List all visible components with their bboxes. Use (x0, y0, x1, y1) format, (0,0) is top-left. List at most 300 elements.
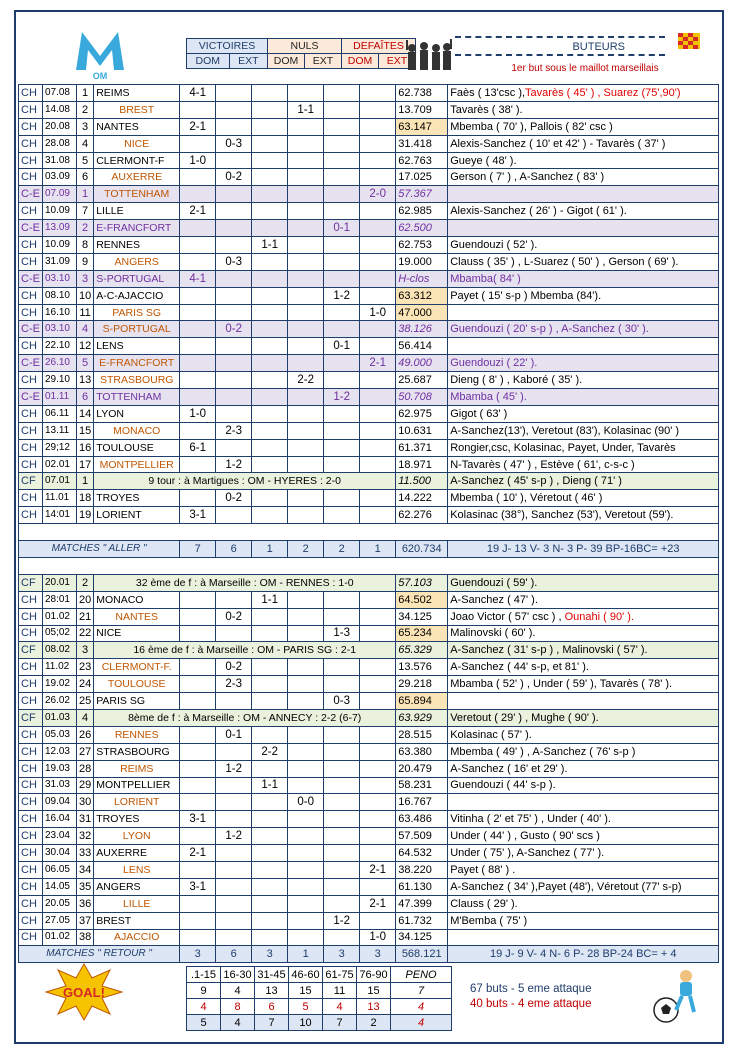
match-row (19, 828, 719, 845)
match-number: 4 (76, 709, 93, 726)
score-de (360, 321, 396, 338)
spectators: 20.479 (396, 760, 448, 777)
match-row (19, 693, 719, 710)
checkered-flag-icon (678, 33, 700, 49)
totals-summary: 19 J- 13 V- 3 N- 3 P- 39 BP-16BC= +23 (448, 541, 719, 558)
match-number: 16 (76, 439, 93, 456)
competition: CF (19, 574, 43, 591)
scorers-text: A-Sanchez ( 47' ). (450, 593, 538, 606)
score-dd (324, 85, 360, 102)
buteurs-title: BUTEURS (455, 36, 665, 56)
scorers (448, 608, 719, 625)
score-vd: 4-1 (180, 85, 216, 102)
competition: CH (19, 439, 43, 456)
match-number: 38 (76, 929, 93, 946)
score-dd (324, 237, 360, 254)
match-number: 35 (76, 878, 93, 895)
stat-cell: 76-90 (357, 967, 391, 983)
score-vd (180, 608, 216, 625)
score-dd (324, 895, 360, 912)
opponent: MONTPELLIER (94, 777, 180, 794)
match-row (19, 287, 719, 304)
score-dd (324, 304, 360, 321)
competition: CH (19, 828, 43, 845)
score-ne (288, 270, 324, 287)
totals-ve: 6 (216, 541, 252, 558)
score-vd (180, 591, 216, 608)
ext-header: EXT (305, 54, 342, 69)
scorers (448, 726, 719, 743)
score-ve (216, 929, 252, 946)
match-row (19, 101, 719, 118)
result-header (186, 38, 416, 69)
match-row (19, 676, 719, 693)
spectators: 11.500 (396, 473, 448, 490)
opponent: STRASBOURG (94, 743, 180, 760)
scorers-text: Alexis-Sanchez ( 26' ) - Gigot ( 61' ). (450, 205, 627, 218)
score-dd (324, 878, 360, 895)
match-row (19, 929, 719, 946)
scorers (448, 355, 719, 372)
score-nd (252, 794, 288, 811)
competition: CF (19, 473, 43, 490)
score-de (360, 220, 396, 237)
opponent: S-PORTUGAL (94, 270, 180, 287)
scorers: Veretout ( 29' ) , Mughe ( 90' ). (448, 709, 719, 726)
scorers: A-Sanchez ( 31' s-p ) , Malinovski ( 57' ). (448, 642, 719, 659)
score-vd (180, 186, 216, 203)
competition: C-E (19, 186, 43, 203)
opponent: BREST (94, 912, 180, 929)
spectators: 38.126 (396, 321, 448, 338)
score-vd (180, 456, 216, 473)
cup-description: 8ème de f : à Marseille : OM - ANNECY : 2-2 (6-7) (94, 709, 396, 726)
score-ne (288, 253, 324, 270)
score-vd: 3-1 (180, 878, 216, 895)
scorers-text: A-Sanchez ( 16' et 29' ). (450, 762, 568, 775)
score-de (360, 659, 396, 676)
score-vd (180, 912, 216, 929)
scorers-text: Mbamba ( 45' ). (450, 390, 527, 403)
score-nd: 1-1 (252, 777, 288, 794)
spectators: 19.000 (396, 253, 448, 270)
match-number: 5 (76, 355, 93, 372)
competition: CH (19, 456, 43, 473)
match-date: 01.03 (42, 709, 76, 726)
score-dd: 0-1 (324, 338, 360, 355)
stat-cell: 15 (289, 983, 323, 999)
scorers-text: Alexis-Sanchez ( 10' et 42' ) - Tavarès ( 37' ) (450, 137, 666, 150)
match-number: 13 (76, 372, 93, 389)
match-date: 19.02 (42, 676, 76, 693)
match-number: 34 (76, 861, 93, 878)
competition: CH (19, 507, 43, 524)
score-nd (252, 118, 288, 135)
score-ve (216, 811, 252, 828)
scorers (448, 743, 719, 760)
scorers-text: A-Sanchez(13'), Veretout (83'), Kolasinac (90' ) (450, 424, 680, 437)
match-date: 31.08 (42, 152, 76, 169)
competition: CH (19, 743, 43, 760)
match-number: 2 (76, 220, 93, 237)
score-nd (252, 439, 288, 456)
score-ne (288, 845, 324, 862)
score-vd (180, 794, 216, 811)
score-ve (216, 591, 252, 608)
spectators: 56.414 (396, 338, 448, 355)
spectators: 64.532 (396, 845, 448, 862)
score-ve (216, 220, 252, 237)
score-ve: 0-2 (216, 321, 252, 338)
score-de (360, 490, 396, 507)
scorers (448, 912, 719, 929)
opponent: S-PORTUGAL (94, 321, 180, 338)
score-ne (288, 743, 324, 760)
score-nd (252, 186, 288, 203)
opponent: TROYES (94, 811, 180, 828)
match-row (19, 625, 719, 642)
score-ne: 0-0 (288, 794, 324, 811)
competition: CH (19, 929, 43, 946)
match-date: 03.09 (42, 169, 76, 186)
stat-cell: 9 (187, 983, 221, 999)
scorers-text: Clauss ( 35' ) , L-Suarez ( 50' ) , Gerson ( 69' ). (450, 255, 679, 268)
match-number: 1 (76, 473, 93, 490)
score-dd (324, 169, 360, 186)
match-date: 16.04 (42, 811, 76, 828)
totals-nd: 3 (252, 946, 288, 963)
match-number: 7 (76, 203, 93, 220)
score-vd (180, 220, 216, 237)
scorers (448, 253, 719, 270)
totals-ne: 1 (288, 946, 324, 963)
scorers-text: Gueye ( 48' ). (450, 154, 517, 167)
score-dd (324, 591, 360, 608)
score-ve (216, 355, 252, 372)
match-number: 3 (76, 642, 93, 659)
match-row (19, 760, 719, 777)
score-de: 2-0 (360, 186, 396, 203)
match-number: 12 (76, 338, 93, 355)
score-nd: 1-1 (252, 591, 288, 608)
attack-summary-1: 67 buts - 5 eme attaque (470, 983, 592, 995)
spectators: 57.103 (396, 574, 448, 591)
stat-cell: 7 (323, 1015, 357, 1031)
match-number: 6 (76, 389, 93, 406)
opponent: LILLE (94, 895, 180, 912)
score-vd (180, 135, 216, 152)
score-dd (324, 456, 360, 473)
spectators: 57.367 (396, 186, 448, 203)
scorers-text: N-Tavarès ( 47' ) , Estève ( 61', c-s-c ) (450, 458, 635, 471)
score-vd: 1-0 (180, 152, 216, 169)
opponent: LYON (94, 405, 180, 422)
score-de (360, 456, 396, 473)
competition: CF (19, 642, 43, 659)
score-ne (288, 321, 324, 338)
match-number: 22 (76, 625, 93, 642)
scorers (448, 186, 719, 203)
match-number: 32 (76, 828, 93, 845)
match-date: 14.05 (42, 878, 76, 895)
score-ve (216, 186, 252, 203)
score-dd (324, 253, 360, 270)
stat-cell: 8 (221, 999, 255, 1015)
spectators: 63.312 (396, 287, 448, 304)
score-ne (288, 693, 324, 710)
opponent: TROYES (94, 490, 180, 507)
score-ne (288, 591, 324, 608)
score-dd (324, 726, 360, 743)
stat-cell: 7 (391, 983, 452, 999)
score-dd (324, 321, 360, 338)
score-nd (252, 203, 288, 220)
match-date: 28.08 (42, 135, 76, 152)
competition: CH (19, 237, 43, 254)
match-number: 36 (76, 895, 93, 912)
scorers-text: Joao Victor ( 57' csc ) , (450, 610, 562, 623)
score-vd: 2-1 (180, 203, 216, 220)
score-de (360, 845, 396, 862)
opponent: TOTTENHAM (94, 186, 180, 203)
competition: CH (19, 372, 43, 389)
score-de (360, 439, 396, 456)
match-row (19, 811, 719, 828)
score-de (360, 726, 396, 743)
stat-cell: 13 (357, 999, 391, 1015)
score-ve (216, 405, 252, 422)
opponent: E-FRANCFORT (94, 220, 180, 237)
match-date: 29.10 (42, 372, 76, 389)
gap-cell (19, 557, 719, 574)
score-de (360, 912, 396, 929)
score-vd (180, 676, 216, 693)
score-ne (288, 861, 324, 878)
match-row (19, 895, 719, 912)
stat-cell: 13 (255, 983, 289, 999)
match-row (19, 389, 719, 406)
opponent: LORIENT (94, 507, 180, 524)
score-vd (180, 169, 216, 186)
goal-time-stats (186, 966, 452, 1031)
competition: CH (19, 169, 43, 186)
score-ne (288, 811, 324, 828)
score-ne (288, 912, 324, 929)
competition: CH (19, 422, 43, 439)
score-vd (180, 693, 216, 710)
opponent: BREST (94, 101, 180, 118)
scorers-text: Clauss ( 29' ). (450, 897, 518, 910)
scorers (448, 287, 719, 304)
score-dd (324, 676, 360, 693)
score-nd (252, 304, 288, 321)
score-vd (180, 338, 216, 355)
totals-de: 3 (360, 946, 396, 963)
competition: CH (19, 861, 43, 878)
match-date: 07.01 (42, 473, 76, 490)
score-de (360, 270, 396, 287)
competition: CH (19, 625, 43, 642)
scorers-text: Rongier,csc, Kolasinac, Payet, Under, Tavarès (450, 441, 676, 454)
score-ve (216, 895, 252, 912)
score-de (360, 203, 396, 220)
match-row (19, 220, 719, 237)
match-date: 14.08 (42, 101, 76, 118)
competition: CH (19, 726, 43, 743)
stat-cell: 7 (255, 1015, 289, 1031)
score-ve (216, 439, 252, 456)
opponent: RENNES (94, 237, 180, 254)
score-ve (216, 861, 252, 878)
score-de (360, 828, 396, 845)
match-row (19, 507, 719, 524)
match-date: 20.08 (42, 118, 76, 135)
score-ve: 0-1 (216, 726, 252, 743)
competition: CH (19, 811, 43, 828)
spectators: 17.025 (396, 169, 448, 186)
score-nd (252, 693, 288, 710)
score-dd (324, 186, 360, 203)
score-de (360, 85, 396, 102)
score-de (360, 287, 396, 304)
competition: CH (19, 101, 43, 118)
score-vd (180, 895, 216, 912)
score-vd (180, 389, 216, 406)
score-nd (252, 895, 288, 912)
score-nd: 2-2 (252, 743, 288, 760)
score-nd (252, 811, 288, 828)
spectators: 62.753 (396, 237, 448, 254)
match-row (19, 253, 719, 270)
score-nd (252, 220, 288, 237)
scorers-text: Payet ( 88' ) . (450, 863, 516, 876)
score-ve (216, 794, 252, 811)
scorers-text-red: Ounahi ( 90' ). (561, 610, 634, 623)
totals-label: MATCHES " ALLER " (19, 541, 180, 558)
opponent: LORIENT (94, 794, 180, 811)
score-ne (288, 777, 324, 794)
match-date: 26.10 (42, 355, 76, 372)
match-date: 13.09 (42, 220, 76, 237)
scorers-text: Guendouzi ( 52' ). (450, 238, 538, 251)
scorers-text: Payet ( 15' s-p ) Mbemba (84'). (450, 289, 602, 302)
score-vd (180, 777, 216, 794)
competition: C-E (19, 220, 43, 237)
competition: CH (19, 659, 43, 676)
opponent: MONACO (94, 591, 180, 608)
scorers (448, 169, 719, 186)
score-ve (216, 912, 252, 929)
dom-header: DOM (187, 54, 230, 69)
score-nd (252, 929, 288, 946)
stat-cell: 2 (357, 1015, 391, 1031)
stat-cell: 4 (221, 1015, 255, 1031)
spectators: 38.220 (396, 861, 448, 878)
score-nd (252, 861, 288, 878)
competition: CH (19, 135, 43, 152)
score-nd (252, 270, 288, 287)
score-dd (324, 760, 360, 777)
match-number: 1 (76, 85, 93, 102)
score-ve (216, 507, 252, 524)
attack-summary-2: 40 buts - 4 eme attaque (470, 998, 592, 1010)
score-de: 1-0 (360, 304, 396, 321)
spectators: 61.371 (396, 439, 448, 456)
scorers (448, 507, 719, 524)
score-vd: 1-0 (180, 405, 216, 422)
spectators: 16.767 (396, 794, 448, 811)
match-number: 17 (76, 456, 93, 473)
opponent: LENS (94, 861, 180, 878)
scorers (448, 490, 719, 507)
score-ne (288, 760, 324, 777)
score-de (360, 253, 396, 270)
scorers-text: Guendouzi ( 20' s-p ) , A-Sanchez ( 30' ). (450, 323, 649, 336)
svg-text:OM: OM (92, 71, 108, 81)
match-row (19, 743, 719, 760)
competition: CH (19, 845, 43, 862)
score-ve (216, 743, 252, 760)
competition: CH (19, 405, 43, 422)
stat-cell: 5 (289, 999, 323, 1015)
stat-cell: 4 (323, 999, 357, 1015)
match-date: 19.03 (42, 760, 76, 777)
spectators: 49.000 (396, 355, 448, 372)
football-player-icon (636, 966, 706, 1026)
scorers (448, 693, 719, 710)
score-nd (252, 845, 288, 862)
cup-match-row (19, 709, 719, 726)
scorers-text: Faès ( 13'csc ), (450, 86, 526, 99)
scorers (448, 794, 719, 811)
match-number: 9 (76, 253, 93, 270)
spectators: 65.329 (396, 642, 448, 659)
spectators: 63.380 (396, 743, 448, 760)
competition: CH (19, 895, 43, 912)
match-date: 31.03 (42, 777, 76, 794)
match-row (19, 405, 719, 422)
score-dd: 0-1 (324, 220, 360, 237)
competition: CH (19, 85, 43, 102)
match-number: 4 (76, 321, 93, 338)
match-row (19, 85, 719, 102)
match-row (19, 777, 719, 794)
scorers-text: Kolasinac (38°), Sanchez (53'), Veretout (59'). (450, 509, 674, 522)
scorers-text: A-Sanchez ( 34' ),Payet (48'), Véretout (77' s-p) (450, 880, 682, 893)
match-date: 07.09 (42, 186, 76, 203)
match-number: 6 (76, 169, 93, 186)
spectators: 29.218 (396, 676, 448, 693)
score-nd (252, 405, 288, 422)
scorers (448, 118, 719, 135)
score-nd (252, 608, 288, 625)
om-logo-icon (68, 22, 132, 82)
opponent: PARIS SG (94, 693, 180, 710)
score-dd (324, 507, 360, 524)
score-vd: 6-1 (180, 439, 216, 456)
score-de (360, 811, 396, 828)
score-dd (324, 270, 360, 287)
score-dd: 1-2 (324, 287, 360, 304)
score-nd (252, 321, 288, 338)
match-date: 16.10 (42, 304, 76, 321)
score-ne (288, 878, 324, 895)
score-nd (252, 625, 288, 642)
scorers (448, 389, 719, 406)
score-ne (288, 828, 324, 845)
match-number: 26 (76, 726, 93, 743)
opponent: CLERMONT-F. (94, 659, 180, 676)
